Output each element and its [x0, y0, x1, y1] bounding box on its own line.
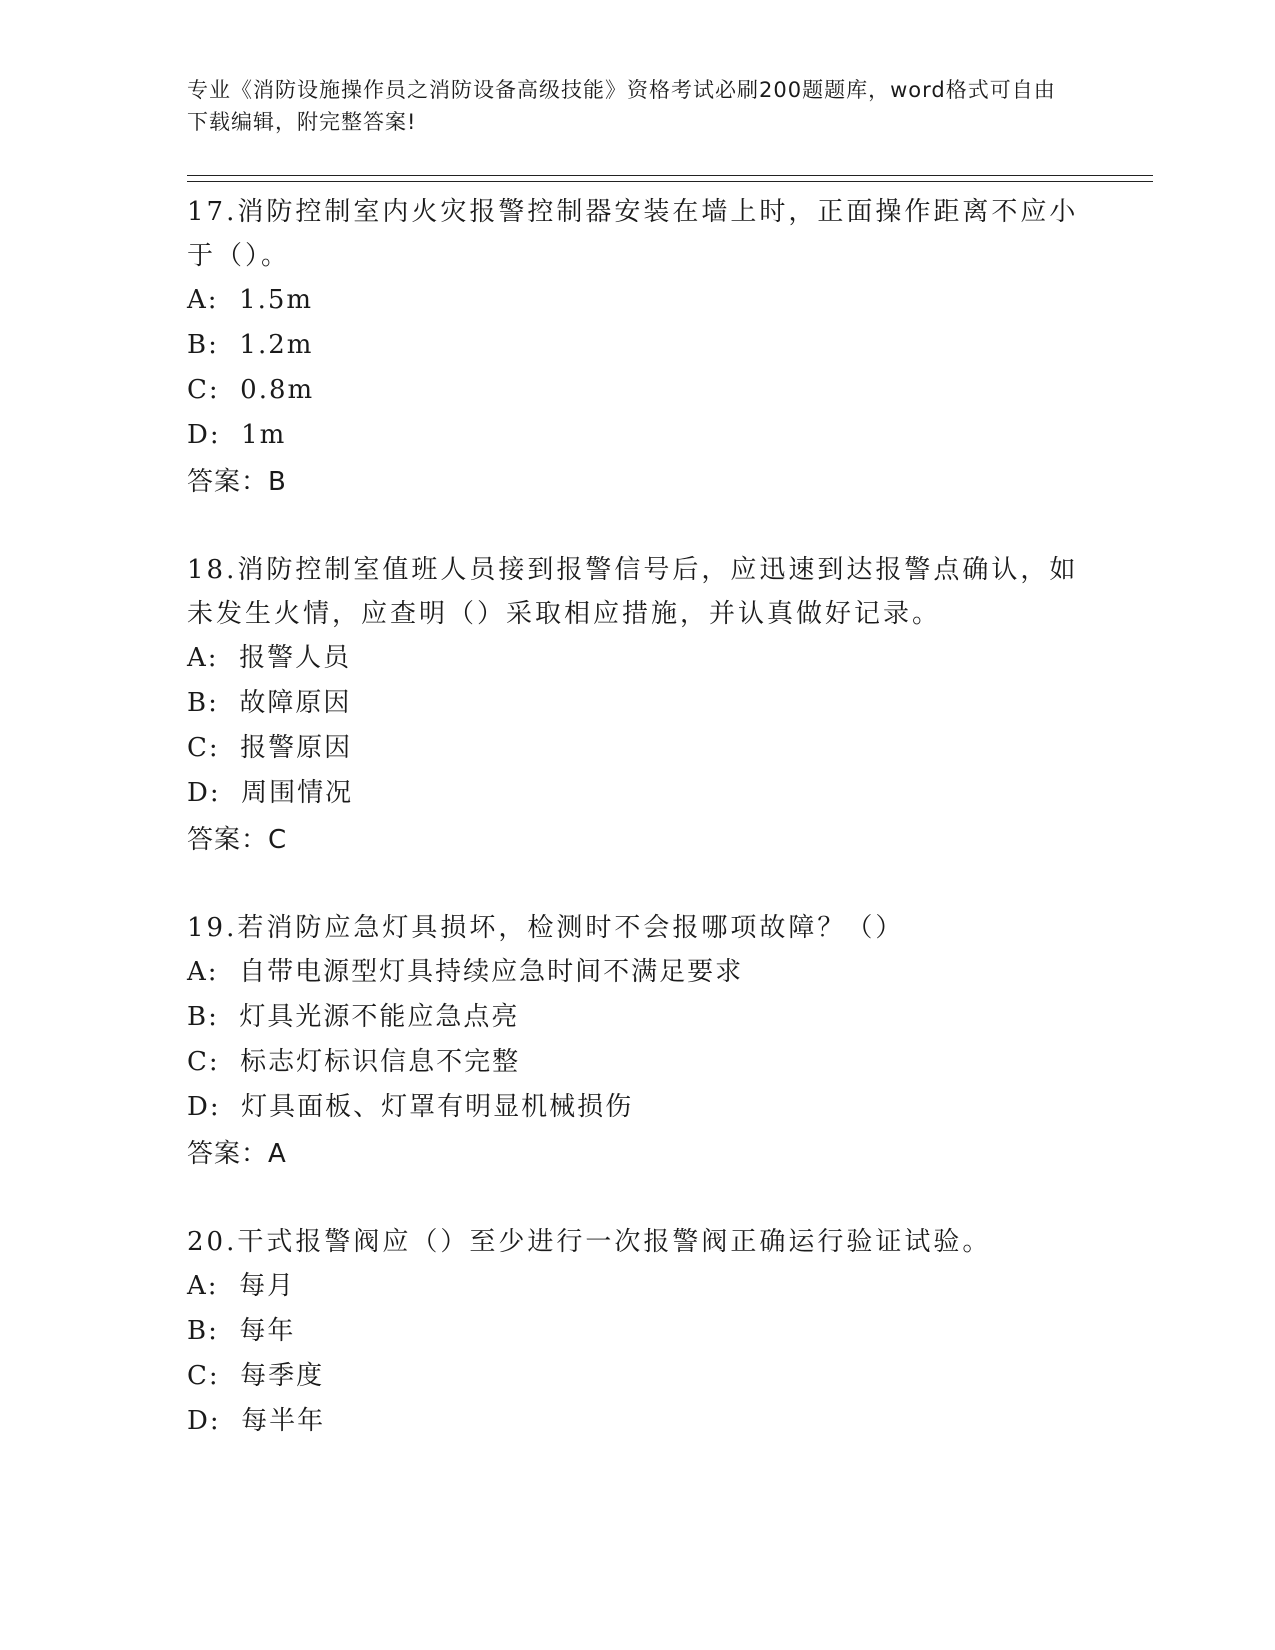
header-divider-top	[187, 175, 1153, 176]
option-a: A: 报警人员	[187, 643, 352, 673]
question-18	[187, 548, 1087, 864]
option-b: B: 1.2m	[187, 330, 314, 360]
answer-line: 答案：C	[187, 825, 288, 855]
option-c: C: 每季度	[187, 1361, 325, 1391]
question-20	[187, 1220, 1087, 1444]
question-list	[187, 190, 1087, 1486]
answer-line: 答案：A	[187, 1139, 287, 1169]
option-a: A: 每月	[187, 1271, 296, 1301]
option-a: A: 1.5m	[187, 285, 314, 315]
option-c: C: 标志灯标识信息不完整	[187, 1047, 521, 1077]
header-divider-bottom	[187, 181, 1153, 182]
option-c: C: 报警原因	[187, 733, 353, 763]
question-19	[187, 906, 1087, 1178]
option-d: D: 周围情况	[187, 778, 354, 808]
question-stem: 17.消防控制室内火灾报警控制器安装在墙上时，正面操作距离不应小于（）。	[187, 197, 1079, 271]
option-b: B: 灯具光源不能应急点亮	[187, 1002, 520, 1032]
answer-line: 答案：B	[187, 467, 287, 497]
option-a: A: 自带电源型灯具持续应急时间不满足要求	[187, 957, 744, 987]
option-d: D: 灯具面板、灯罩有明显机械损伤	[187, 1092, 634, 1122]
option-d: D: 1m	[187, 420, 287, 450]
option-b: B: 每年	[187, 1316, 296, 1346]
option-c: C: 0.8m	[187, 375, 315, 405]
question-stem: 19.若消防应急灯具损坏，检测时不会报哪项故障？（）	[187, 913, 905, 943]
question-stem: 20.干式报警阀应（）至少进行一次报警阀正确运行验证试验。	[187, 1227, 992, 1257]
option-b: B: 故障原因	[187, 688, 352, 718]
question-stem: 18.消防控制室值班人员接到报警信号后，应迅速到达报警点确认，如未发生火情，应查明（）采取相应措施，并认真做好记录。	[187, 555, 1079, 629]
option-d: D: 每半年	[187, 1406, 326, 1436]
document-header: 专业《消防设施操作员之消防设备高级技能》资格考试必刷200题题库，word格式可自由下载编辑，附完整答案!	[187, 78, 1056, 134]
question-17	[187, 190, 1087, 506]
